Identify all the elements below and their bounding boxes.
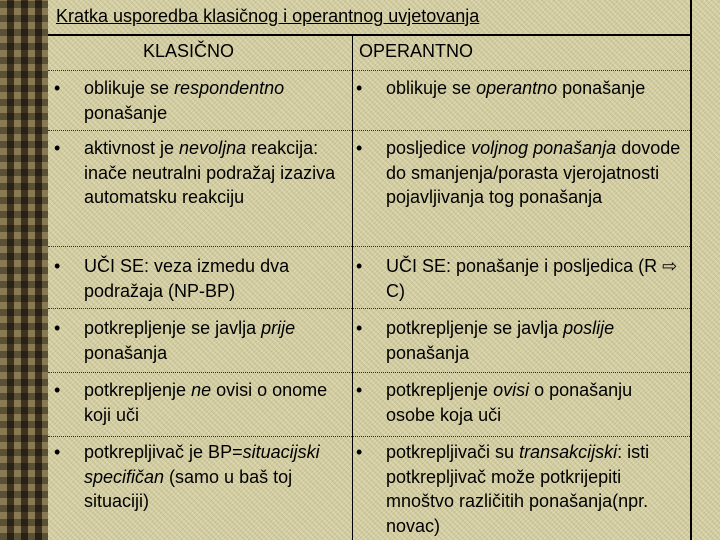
text-segment: ovisi o onome koji uči (84, 380, 328, 425)
operantno-item (356, 316, 686, 365)
table-top-border (48, 34, 692, 36)
row-divider (48, 436, 690, 437)
bullet-icon: • (356, 78, 363, 98)
header-divider (48, 70, 690, 71)
emphasized-text: nevoljna (179, 138, 247, 158)
item-text (386, 440, 686, 538)
header-klasicno: KLASIČNO (143, 41, 235, 61)
bullet-icon: • (356, 138, 363, 158)
item-text (84, 254, 346, 303)
text-segment: potkrepljenje (386, 380, 494, 400)
klasicno-item (54, 316, 346, 365)
row-divider (48, 130, 690, 131)
item-text (84, 440, 346, 514)
text-segment: dovode do smanjenja/porasta vjerojatnosti pojavljivanja tog ponašanja (386, 138, 681, 207)
text-segment: ponašanja (84, 342, 168, 363)
text-segment: potkrepljenje (84, 380, 192, 400)
text-segment: aktivnost je (84, 138, 180, 158)
bullet-icon: • (54, 78, 61, 98)
item-text (386, 254, 686, 303)
operantno-item (356, 378, 686, 427)
header-operantno: OPERANTNO (359, 41, 474, 61)
text-segment: oblikuje se (84, 78, 175, 98)
table-right-border (690, 0, 692, 540)
text-segment: ponašanja (386, 342, 470, 363)
item-text (84, 136, 346, 210)
text-segment: ponašanje (557, 78, 646, 98)
text-segment: potkrepljivač je BP= (84, 442, 243, 462)
klasicno-item (54, 76, 346, 125)
row-divider (48, 308, 690, 309)
emphasized-text: transakcijski (519, 442, 618, 462)
operantno-item (356, 254, 686, 303)
klasicno-item (54, 440, 346, 514)
emphasized-text: respondentno (174, 78, 285, 98)
item-text (386, 136, 686, 210)
text-segment: potkrepljenje se javlja (84, 318, 262, 338)
bullet-icon: • (356, 256, 363, 276)
operantno-item (356, 76, 686, 101)
bullet-icon: • (54, 256, 61, 276)
decorative-left-strip (0, 0, 48, 540)
column-divider (352, 36, 353, 540)
text-segment: potkrepljivači su (386, 442, 520, 462)
text-segment: UČI SE: veza izmedu dva podražaja (NP-BP) (84, 256, 290, 301)
row-divider (48, 372, 690, 373)
bullet-icon: • (356, 442, 363, 462)
klasicno-item (54, 378, 346, 427)
text-segment: potkrepljenje se javlja (386, 318, 564, 338)
text-segment: o ponašanju osobe koja uči (386, 380, 633, 425)
emphasized-text: ne (191, 380, 212, 400)
klasicno-item (54, 136, 346, 210)
klasicno-item (54, 254, 346, 303)
text-segment: posljedice (386, 138, 472, 158)
item-text (386, 316, 686, 365)
bullet-icon: • (54, 380, 61, 400)
emphasized-text: voljnog ponašanja (471, 138, 617, 158)
item-text (386, 76, 686, 101)
operantno-item (356, 136, 686, 210)
emphasized-text: prije (261, 318, 296, 338)
text-segment: oblikuje se (386, 78, 477, 98)
bullet-icon: • (54, 442, 61, 462)
text-segment: UČI SE: ponašanje i posljedica (R ⇨ C) (386, 256, 678, 301)
emphasized-text: operantno (476, 78, 558, 98)
emphasized-text: ovisi (493, 380, 530, 400)
text-segment: : isti potkrepljivač može potkrijepiti mnoštvo različitih ponašanja(npr. novac) (386, 442, 650, 536)
bullet-icon: • (356, 318, 363, 338)
bullet-icon: • (54, 138, 61, 158)
bullet-icon: • (356, 380, 363, 400)
item-text (386, 378, 686, 427)
text-segment: ponašanje (84, 102, 168, 123)
row-divider (48, 246, 690, 247)
emphasized-text: situacijski specifičan (84, 442, 320, 487)
text-segment: reakcija: inače neutralni podražaj izaziva automatsku reakciju (84, 138, 336, 207)
bullet-icon: • (54, 318, 61, 338)
text-segment: (samo u baš toj situaciji) (84, 466, 293, 511)
operantno-item (356, 440, 686, 538)
item-text (84, 316, 346, 365)
slide-title: Kratka usporedba klasičnog i operantnog uvjetovanja (56, 6, 480, 26)
item-text (84, 76, 346, 125)
emphasized-text: poslije (563, 318, 615, 338)
item-text (84, 378, 346, 427)
